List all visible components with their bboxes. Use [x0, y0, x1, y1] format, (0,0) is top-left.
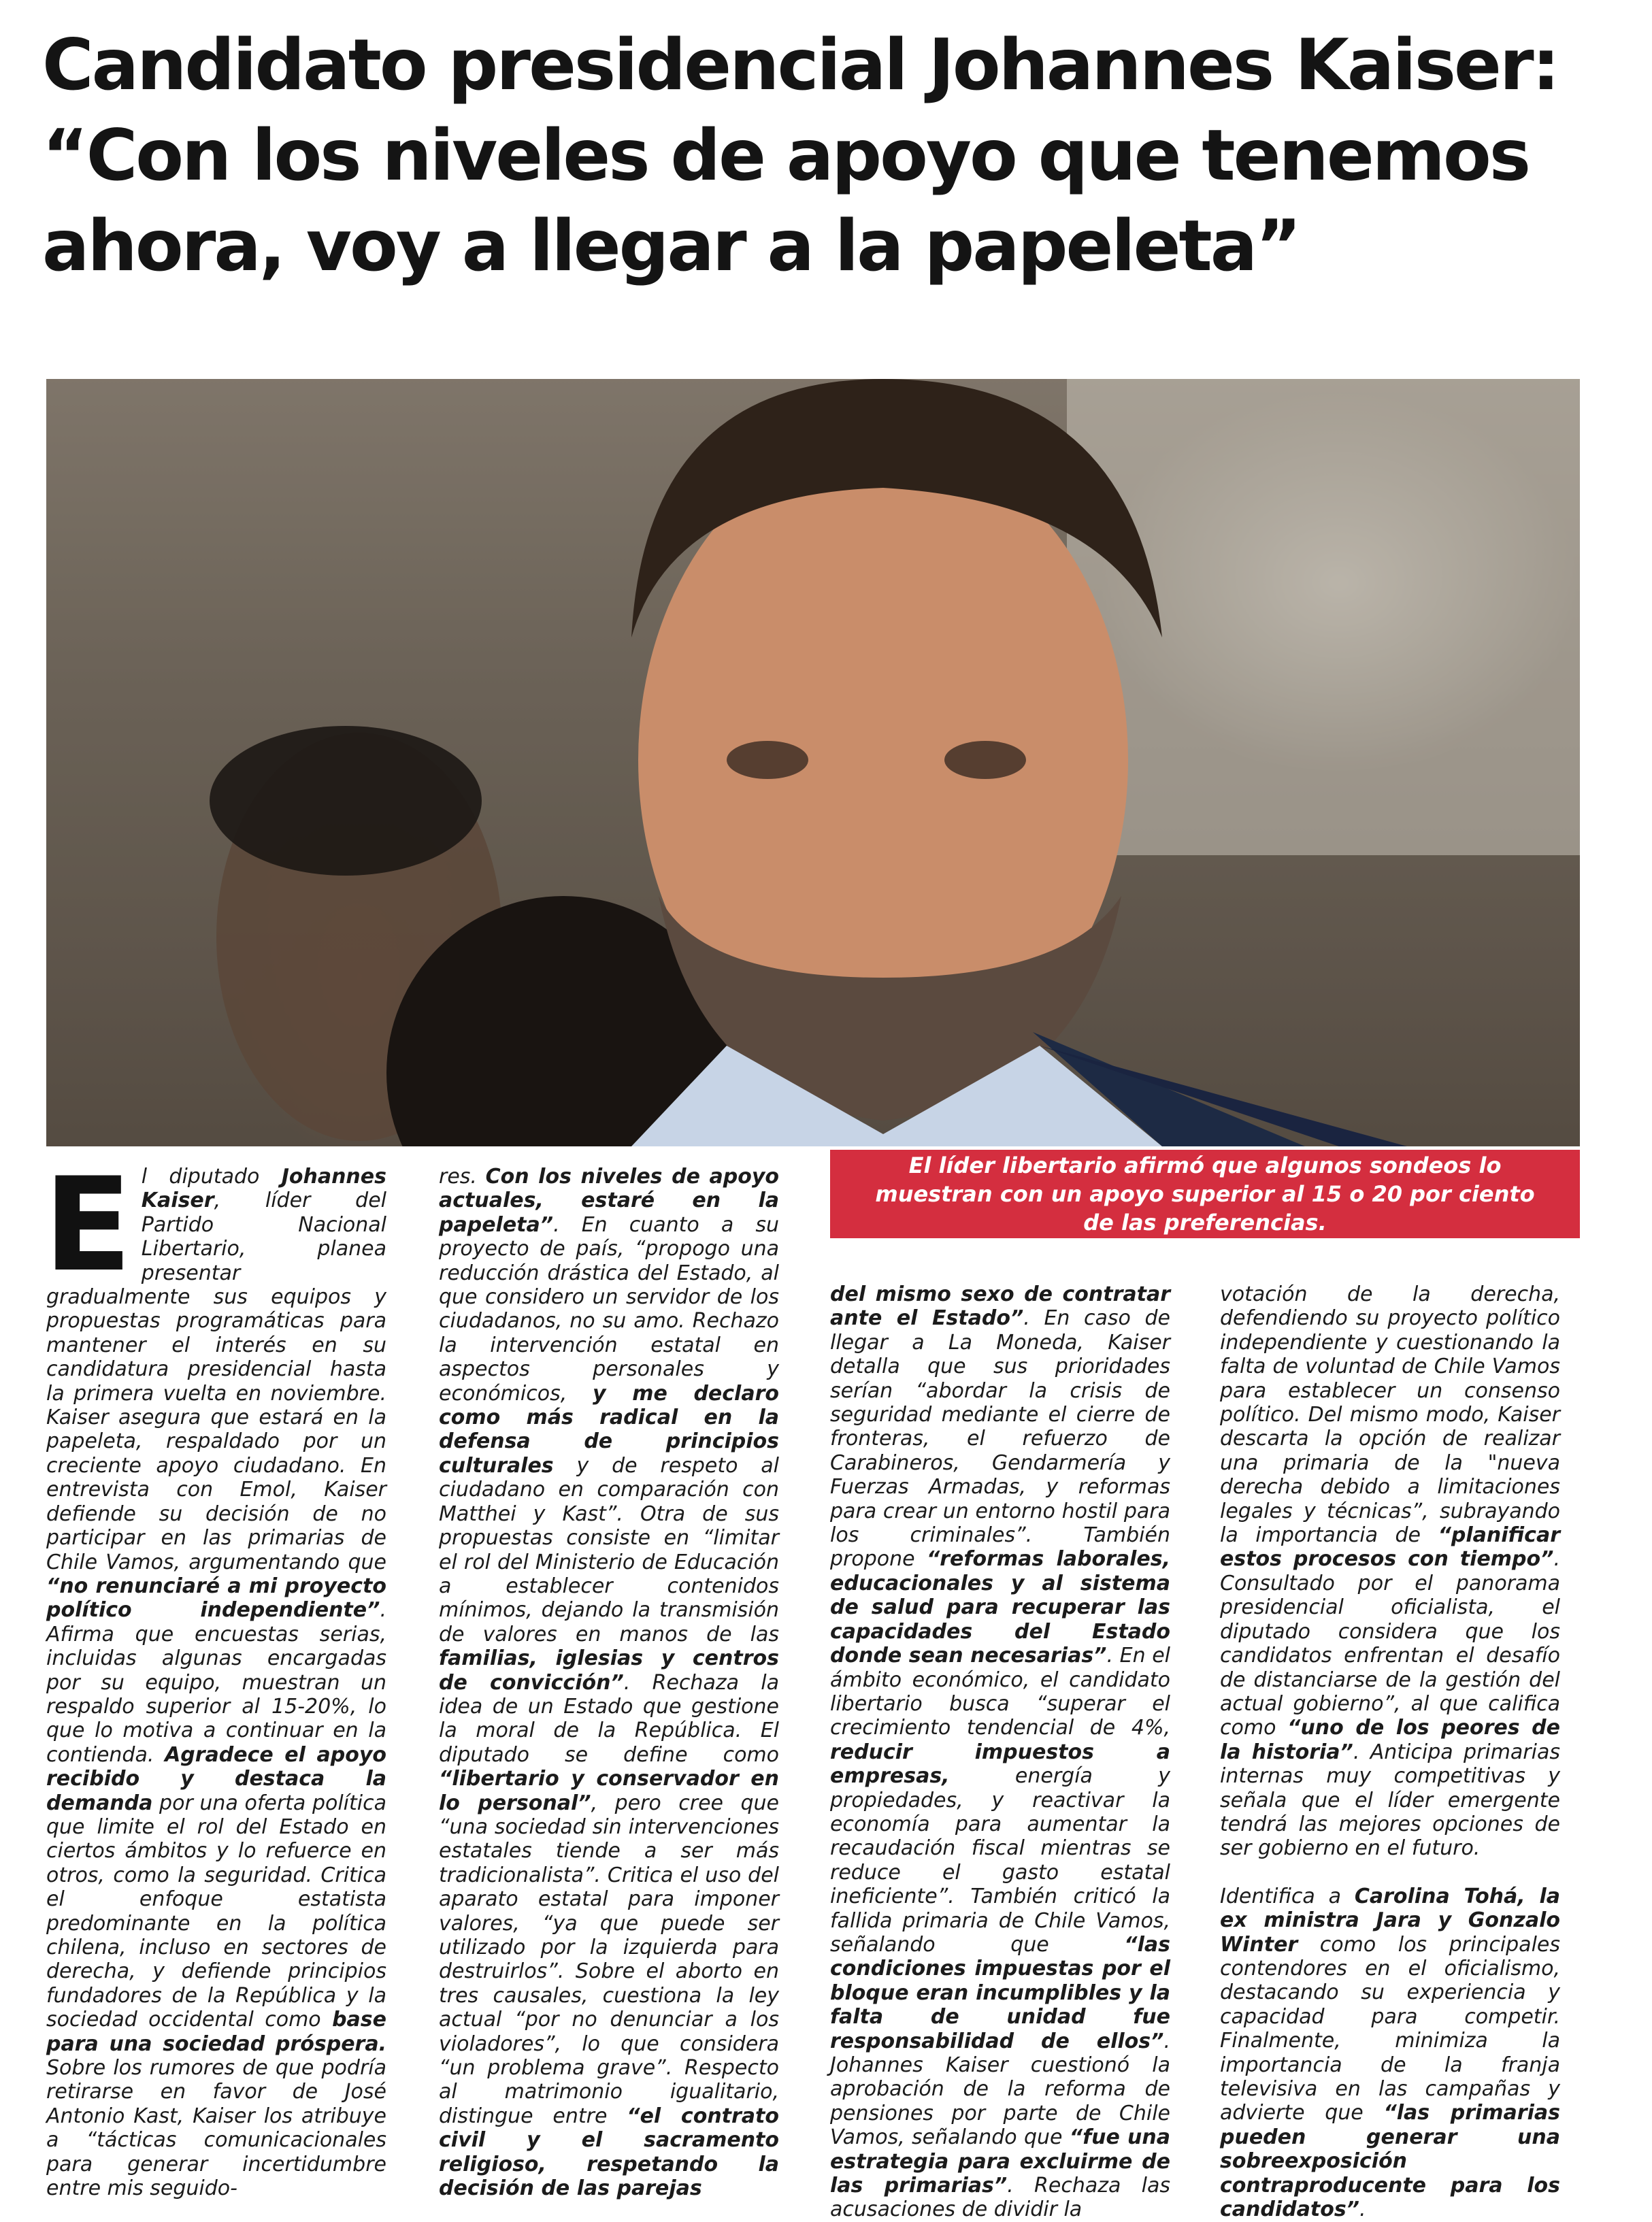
article-column-1 [44, 1150, 386, 2201]
text-run: . En caso de llegar a La Moneda, Kaiser detalla que sus prioridades serían “abordar la crisis de seguridad mediante el cierre de fronteras, el refuerzo de Carabineros, Gendarmería y Fuerzas Armadas, y reformas para crear un entorno hostil para los criminales”. También propone [830, 1306, 1170, 1572]
text-run: , pero cree que “una sociedad sin intervenciones estatales tiende a ser más tradicionalista”. Critica el uso del aparato estatal para imponer valores, “ya que puede ser utilizado por la izquierda para destruirlos”. Sobre el aborto en tres causales, cuestiona la ley actual “por no denunciar a los violadores”, lo que considera “un problema grave”. Respecto al matrimonio igualitario, distingue entre [439, 1791, 779, 2128]
text-run: y de respeto al ciudadano en comparación con Matthei y Kast”. Otra de sus propuestas consiste en “limitar el rol del Ministerio de Educación a establecer contenidos mínimos, dejando la transmisión de valores en manos de las [439, 1453, 779, 1646]
text-run: votación de la derecha, defendiendo su proyecto político independiente y cuestionando la falta de voluntad de Chile Vamos para establecer un consenso político. Del mismo modo, Kaiser descarta la opción de realizar una primaria de la "nueva derecha debido a limitaciones legales y técnicas”, subrayando la importancia de [1220, 1282, 1560, 1548]
column-text [830, 1282, 1170, 2222]
text-run: “las primarias pueden generar una sobreexposición contraproducente para los candidatos” [1220, 2101, 1560, 2222]
text-run: “libertario y conservador en lo personal” [439, 1767, 779, 1815]
drop-cap: E [44, 1150, 132, 1300]
column-text [44, 1150, 386, 2201]
text-run: . Consultado por el panorama presidencial oficialista, el diputado considera que los candidatos enfrentan el desafío de distanciarse de la gestión del actual gobierno”, al que califica como [1220, 1547, 1560, 1740]
pull-quote: El líder libertario afirmó que algunos sondeos lo muestran con un apoyo superior al 15 o 20 por ciento de las preferencias. [830, 1150, 1580, 1238]
text-run: “las condiciones impuestas por el bloque eran incumplibles y la falta de unidad fue responsabilidad de ellos” [830, 1932, 1170, 2053]
text-run: “reformas laborales, educacionales y al sistema de salud para recuperar las capacidades del Estado donde sean necesarias” [830, 1547, 1170, 1668]
text-run: . Rechaza la idea de un Estado que gestione la moral de la República. El diputado se define como [439, 1670, 779, 1767]
text-run: “no renunciaré a mi proyecto político independiente” [46, 1574, 386, 1623]
text-run: base para una sociedad próspera. [46, 2008, 386, 2056]
headline: Candidato presidencial Johannes Kaiser: “Con los niveles de apoyo que tenemos ahora, voy a llegar a la papeleta” [42, 24, 1558, 287]
text-run: energía y propiedades, y reactivar la economía para aumentar la recaudación fiscal mientras se reduce el gasto estatal ineficiente”. También criticó la fallida primaria de Chile Vamos, señalando que [830, 1764, 1170, 1957]
portrait-illustration [46, 379, 1580, 1146]
text-run: “planificar estos procesos con tiempo” [1220, 1523, 1560, 1572]
text-run: . Afirma que encuestas serias, incluidas algunas encargadas por su equipo, muestran un respaldo superior al 15-20%, lo que lo motiva a continuar en la contienda. [46, 1598, 386, 1767]
text-run: familias, iglesias y centros de convicción” [439, 1646, 779, 1695]
article-column-4 [1220, 1282, 1560, 2221]
text-run: . Johannes Kaiser cuestionó la aprobación de la reforma de pensiones por parte de Chile Vamos, señalando que [830, 2029, 1170, 2150]
text-run: . En cuanto a su proyecto de país, “propogo una reducción drástica del Estado, al que considero un servidor de los ciudadanos, no su amo. Rechazo la intervención estatal en aspectos personales y económicos, [439, 1212, 779, 1406]
text-run: y me declaro como más radical en la defensa de principios culturales [439, 1381, 779, 1478]
text-run: . Anticipa primarias internas muy competitivas y señala que el líder emergente tendrá las mejores opciones de ser gobierno en el futuro. [1220, 1740, 1560, 1861]
column-text [439, 1165, 779, 2200]
text-run: res. [439, 1165, 486, 1189]
text-run: Agradece el apoyo recibido y destaca la demanda [46, 1742, 386, 1815]
text-run: “uno de los peores de la historia” [1220, 1716, 1560, 1764]
text-run: Identifica a [1220, 1884, 1355, 1908]
text-run: reducir impuestos a empresas, [830, 1740, 1170, 1789]
column-text [1220, 1885, 1560, 2222]
text-run: . En el ámbito económico, el candidato libertario busca “superar el crecimiento tendencial de 4%, [830, 1644, 1170, 1740]
text-run: del mismo sexo de contratar ante el Estado” [830, 1282, 1170, 1331]
text-run: , líder del Partido Nacional Libertario, planea presentar gradualmente sus equipos y propuestas programáticas para mantener el interés en su candidatura presidencial hasta la primera vuelta en noviembre. Kaiser asegura que estará en la papeleta, respaldado por un creciente apoyo ciudadano. En entrevista con Emol, Kaiser defiende su decisión de no participar en las primarias de Chile Vamos, argumentando que [46, 1189, 386, 1574]
text-run: por una oferta política que limite el rol del Estado en ciertos ámbitos y lo refuerce en otros, como la seguridad. Critica el enfoque estatista predominante en la política chilena, incluso en sectores de derecha, y defiende principios fundadores de la República y la sociedad occidental como [46, 1791, 386, 2032]
text-run: “fue una estrategia para excluirme de las primarias” [830, 2125, 1171, 2198]
article-column-3 [830, 1282, 1170, 2222]
column-text [1220, 1282, 1560, 1861]
text-run: “el contrato civil y el sacramento religioso, respetando la decisión de las parejas [439, 2104, 780, 2201]
text-run: Con los niveles de apoyo actuales, estaré en la papeleta” [439, 1165, 779, 1237]
text-run: Sobre los rumores de que podría retirarse en favor de José Antonio Kast, Kaiser los atribuye a “tácticas comunicacionales para generar incertidumbre entre mis seguido- [46, 2056, 386, 2201]
text-run: . [1359, 2198, 1366, 2222]
article-photo [46, 379, 1580, 1146]
text-run: Johannes Kaiser [141, 1165, 386, 1213]
text-run: como los principales contendores en el oficialismo, destacando su experiencia y capacidad para competir. Finalmente, minimiza la importancia de la franja televisiva en las campañas y advierte que [1220, 1932, 1560, 2125]
text-run: Carolina Tohá, la ex ministra Jara y Gonzalo Winter [1220, 1884, 1560, 1957]
article-column-2 [439, 1165, 779, 2200]
text-run: l diputado [141, 1165, 282, 1189]
text-run: . Rechaza las acusaciones de dividir la [830, 2174, 1171, 2222]
